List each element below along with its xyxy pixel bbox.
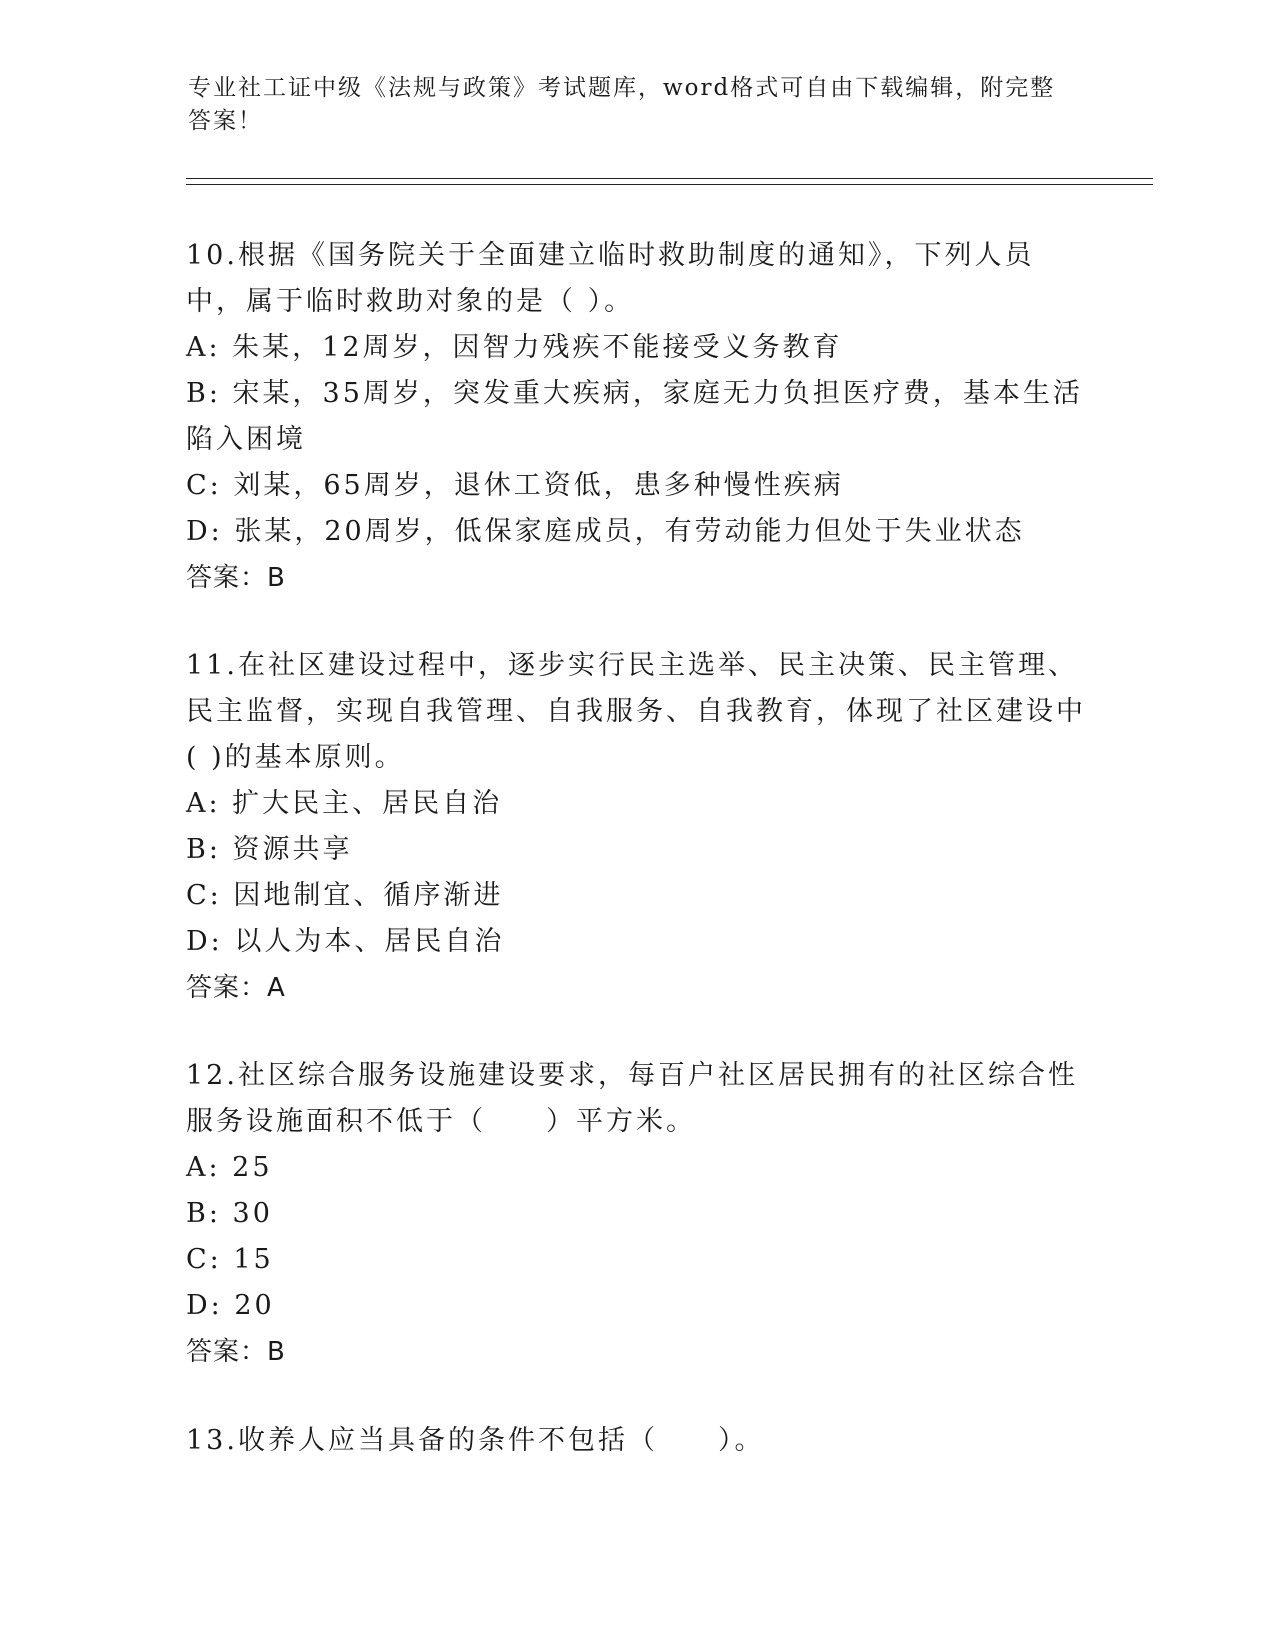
header-double-rule — [186, 178, 1153, 185]
answer-line: 答案：A — [186, 973, 286, 1003]
option-b: B: 宋某，35周岁，突发重大疾病，家庭无力负担医疗费，基本生活陷入困境 — [186, 378, 1083, 455]
option-c: C: 刘某，65周岁，退休工资低，患多种慢性疾病 — [186, 470, 844, 501]
option-d: D: 以人为本、居民自治 — [186, 926, 505, 957]
question-11 — [186, 643, 1086, 1011]
option-d: D: 张某，20周岁，低保家庭成员，有劳动能力但处于失业状态 — [186, 516, 1025, 547]
option-b: B: 资源共享 — [186, 834, 353, 865]
question-stem: 13.收养人应当具备的条件不包括（ ）。 — [186, 1425, 765, 1456]
option-c: C: 因地制宜、循序渐进 — [186, 880, 504, 911]
option-a: A: 朱某，12周岁，因智力残疾不能接受义务教育 — [186, 332, 843, 363]
option-a: A: 扩大民主、居民自治 — [186, 788, 503, 819]
option-c: C: 15 — [186, 1244, 274, 1275]
header-note: 专业社工证中级《法规与政策》考试题库，word格式可自由下载编辑，附完整答案！ — [188, 75, 1056, 134]
answer-line: 答案：B — [186, 1337, 286, 1367]
option-d: D: 20 — [186, 1290, 275, 1321]
question-10 — [186, 233, 1086, 601]
question-stem: 11.在社区建设过程中，逐步实行民主选举、民主决策、民主管理、民主监督，实现自我管理、自我服务、自我教育，体现了社区建设中( )的基本原则。 — [186, 650, 1086, 773]
question-13 — [186, 1418, 1086, 1464]
question-stem: 12.社区综合服务设施建设要求，每百户社区居民拥有的社区综合性服务设施面积不低于（ ）平方米。 — [186, 1060, 1078, 1137]
option-b: B: 30 — [186, 1198, 273, 1229]
answer-line: 答案：B — [186, 563, 286, 593]
option-a: A: 25 — [186, 1152, 273, 1183]
question-stem: 10.根据《国务院关于全面建立临时救助制度的通知》，下列人员中，属于临时救助对象的是（ ）。 — [186, 240, 1035, 317]
question-12 — [186, 1053, 1086, 1375]
